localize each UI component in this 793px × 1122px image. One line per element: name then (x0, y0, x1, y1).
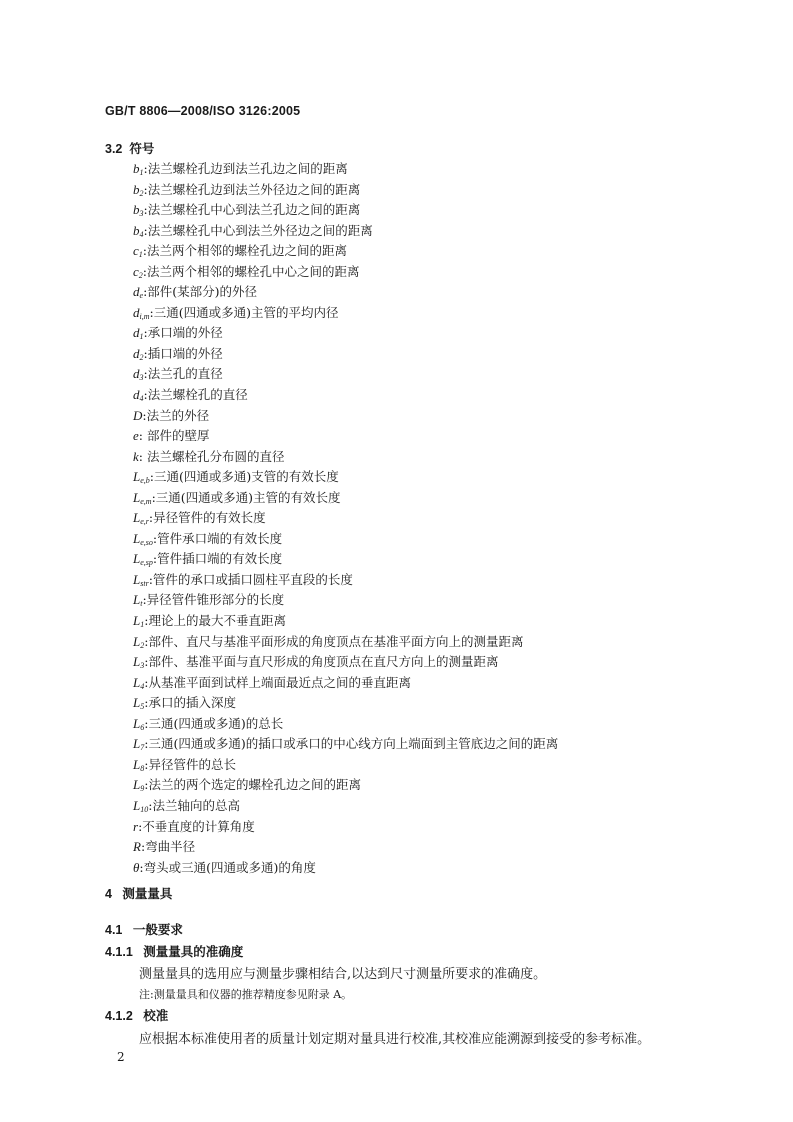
symbol (133, 798, 148, 813)
symbol-description: :承口端的外径 (143, 325, 223, 341)
symbol-description: :法兰孔的直径 (143, 366, 223, 382)
symbol-definition (133, 221, 558, 242)
symbol (133, 469, 150, 484)
symbol-letter: L (133, 469, 141, 485)
symbol-description: :弯曲半径 (140, 839, 196, 855)
symbol (133, 654, 144, 669)
symbol-letter: L (133, 551, 141, 567)
symbol (133, 284, 143, 299)
symbol-subscript: e,so (140, 537, 153, 547)
symbol (133, 325, 144, 340)
symbol-description: :法兰两个相邻的螺栓孔边之间的距离 (142, 243, 347, 259)
symbol-description: : 部件的壁厚 (138, 428, 210, 444)
symbol-definition (133, 282, 558, 303)
symbol-definition (133, 344, 558, 365)
symbol-subscript: i,m (139, 311, 150, 321)
symbol (133, 510, 149, 525)
symbol-subscript: 3 (139, 209, 144, 219)
symbol-description: :理论上的最大不垂直距离 (144, 613, 286, 629)
symbol-letter: R (133, 839, 141, 855)
symbol-description: :管件插口端的有效长度 (152, 551, 283, 567)
section-4-1-2-heading (105, 1006, 168, 1024)
symbol-letter: D (133, 407, 143, 423)
symbol-list (133, 159, 558, 878)
symbol-subscript: 10 (140, 804, 149, 814)
symbol-subscript: 3 (139, 373, 144, 383)
symbol (133, 366, 144, 381)
symbol-description: :部件、直尺与基准平面形成的角度顶点在基准平面方向上的测量距离 (144, 633, 524, 649)
symbol (133, 305, 150, 320)
symbol-definition (133, 775, 558, 796)
symbol-definition (133, 549, 558, 570)
symbol-definition (133, 590, 558, 611)
symbol-definition (133, 837, 558, 858)
section-4-1-1-heading (105, 942, 243, 960)
symbol (133, 839, 141, 854)
symbol (133, 490, 152, 505)
symbol-subscript: e (139, 291, 144, 301)
symbol-description: :三通(四通或多通)支管的有效长度 (149, 469, 339, 485)
symbol-definition (133, 755, 558, 776)
symbol (133, 531, 153, 546)
symbol (133, 695, 144, 710)
symbol (133, 202, 144, 217)
symbol-letter: d (133, 345, 140, 361)
symbol-definition (133, 241, 558, 262)
symbol-definition (133, 159, 558, 180)
symbol (133, 346, 144, 361)
section-4-1-1-body: 测量量具的选用应与测量步骤相结合,以达到尺寸测量所要求的准确度。 (139, 967, 547, 982)
symbol-letter: d (133, 325, 140, 341)
symbol-subscript: 1 (140, 620, 145, 630)
symbol-letter: L (133, 592, 141, 608)
section-number: 4.1.2 (105, 1009, 133, 1023)
symbol (133, 777, 144, 792)
symbol-definition (133, 385, 558, 406)
symbol-letter: k (133, 448, 139, 464)
symbol (133, 736, 144, 751)
section-title: 测量量具的准确度 (143, 945, 244, 959)
symbol-letter: L (133, 797, 141, 813)
symbol-description: :三通(四通或多通)主管的有效长度 (151, 489, 341, 505)
symbol-description: :法兰螺栓孔的直径 (143, 387, 248, 403)
symbol-letter: e (133, 428, 139, 444)
symbol-definition (133, 406, 558, 427)
symbol-subscript: 2 (139, 352, 144, 362)
symbol-letter: b (133, 161, 140, 176)
symbol-letter: b (133, 222, 140, 238)
symbol-letter: L (133, 777, 141, 793)
symbol-letter: L (133, 489, 141, 505)
symbol-definition (133, 200, 558, 221)
symbol-definition (133, 652, 558, 673)
symbol-description: :管件承口端的有效长度 (152, 530, 283, 546)
symbol-subscript: 9 (140, 784, 145, 794)
symbol-letter: c (133, 263, 139, 279)
symbol-description: :异径管件的有效长度 (148, 510, 266, 526)
symbol-subscript: e,m (140, 496, 152, 506)
symbol-definition (133, 632, 558, 653)
section-4-1-2-body: 应根据本标准使用者的质量计划定期对量具进行校准,其校准应能溯源到接受的参考标准。 (139, 1032, 651, 1047)
symbol-subscript: 8 (140, 763, 145, 773)
symbol-letter: d (133, 366, 140, 382)
symbol-description: :管件的承口或插口圆柱平直段的长度 (148, 571, 353, 587)
symbol-letter: L (133, 530, 141, 546)
symbol-letter: L (133, 654, 141, 670)
symbol-definition (133, 303, 558, 324)
symbol-description: :法兰螺栓孔边到法兰外径边之间的距离 (143, 181, 361, 197)
symbol-definition (133, 508, 558, 529)
standard-header: GB/T 8806—2008/ISO 3126:2005 (105, 104, 301, 118)
symbol-subscript: e,sp (140, 558, 153, 568)
symbol (133, 572, 149, 587)
symbol-letter: θ (133, 859, 140, 875)
symbol-letter: L (133, 510, 141, 526)
symbol-subscript: e,b (140, 476, 150, 486)
section-4-1-heading (105, 920, 183, 938)
symbol-definition (133, 488, 558, 509)
symbol-description: : 法兰螺栓孔分布圆的直径 (138, 448, 285, 464)
symbol-letter: L (133, 736, 141, 752)
symbol-description: :法兰螺栓孔边到法兰孔边之间的距离 (143, 161, 348, 176)
section-number: 4 (105, 887, 112, 901)
symbol-letter: L (133, 633, 141, 649)
section-title: 校准 (143, 1009, 169, 1023)
symbol-definition (133, 180, 558, 201)
symbol (133, 613, 144, 628)
page-number: 2 (117, 1050, 125, 1064)
symbol (133, 634, 144, 649)
section-number: 4.1.1 (105, 945, 133, 959)
symbol-definition (133, 467, 558, 488)
symbol-description: :三通(四通或多通)的插口或承口的中心线方向上端面到主管底边之间的距离 (144, 736, 559, 752)
symbol-letter: d (133, 387, 140, 403)
symbol (133, 551, 153, 566)
symbol-description: :插口端的外径 (143, 345, 223, 361)
section-title: 一般要求 (132, 923, 183, 937)
symbol-subscript: 6 (140, 722, 145, 732)
symbol-definition (133, 447, 558, 468)
symbol (133, 716, 144, 731)
symbol (133, 243, 143, 258)
symbol-description: :法兰的两个选定的螺栓孔边之间的距离 (144, 777, 361, 793)
symbol-subscript: 1 (139, 332, 144, 342)
symbol-subscript: 7 (140, 743, 145, 753)
symbol-letter: L (133, 571, 141, 587)
symbol-definition (133, 426, 558, 447)
symbol-subscript: 4 (140, 681, 145, 691)
symbol-definition (133, 529, 558, 550)
symbol-description: :法兰两个相邻的螺栓孔中心之间的距离 (142, 263, 360, 279)
symbol-description: :法兰轴向的总高 (148, 797, 240, 813)
symbol-description: :从基准平面到试样上端面最近点之间的垂直距离 (144, 674, 411, 690)
symbol-letter: r (133, 818, 139, 834)
symbol-description: :承口的插入深度 (144, 695, 236, 711)
symbol-subscript: 4 (139, 394, 144, 404)
symbol-description: :部件(某部分)的外径 (143, 284, 258, 300)
symbol-description: :法兰螺栓孔中心到法兰外径边之间的距离 (143, 222, 373, 238)
symbol-letter: d (133, 304, 140, 320)
symbol-description: :三通(四通或多通)的总长 (144, 715, 284, 731)
section-number: 3.2 (105, 142, 123, 156)
section-number: 4.1 (105, 923, 123, 937)
symbol-description: :弯头或三通(四通或多通)的角度 (139, 859, 316, 875)
symbol-definition (133, 262, 558, 283)
symbol-letter: L (133, 715, 141, 731)
symbol-definition (133, 734, 558, 755)
symbol-letter: b (133, 181, 140, 197)
symbol-subscript: e,r (140, 517, 149, 527)
symbol (133, 757, 144, 772)
symbol (133, 675, 144, 690)
symbol-letter: L (133, 756, 141, 772)
symbol (133, 408, 142, 423)
symbol (133, 223, 144, 238)
symbol-definition (133, 611, 558, 632)
symbol-subscript: 1 (138, 250, 143, 260)
symbol-subscript: t (140, 599, 143, 609)
symbol-description: :异径管件的总长 (144, 756, 236, 772)
symbol-subscript: 5 (140, 702, 145, 712)
symbol-description: :不垂直度的计算角度 (138, 818, 255, 834)
symbol-definition (133, 570, 558, 591)
symbol-definition (133, 858, 558, 879)
symbol (133, 264, 143, 279)
symbol-letter: L (133, 695, 141, 711)
symbol-definition (133, 693, 558, 714)
symbol-letter: L (133, 674, 141, 690)
symbol-subscript: str (140, 578, 149, 588)
symbol-description: :三通(四通或多通)主管的平均内径 (149, 304, 339, 320)
symbol-subscript: 1 (139, 168, 144, 177)
symbol (133, 182, 144, 197)
symbol-letter: b (133, 202, 140, 218)
symbol-description: :异径管件锥形部分的长度 (142, 592, 285, 608)
section-4-1-1-note: 注:测量量具和仪器的推荐精度参见附录 A。 (139, 988, 353, 1001)
section-3-2-heading (105, 139, 154, 157)
symbol-letter: c (133, 243, 139, 259)
symbol-definition (133, 323, 558, 344)
symbol-definition (133, 817, 558, 838)
symbol-definition (133, 796, 558, 817)
symbol-letter: d (133, 284, 140, 300)
section-title: 测量量具 (122, 887, 173, 901)
symbol (133, 161, 144, 176)
section-4-heading (105, 884, 172, 902)
symbol-definition (133, 714, 558, 735)
symbol-letter: L (133, 613, 141, 629)
section-title: 符号 (129, 142, 155, 156)
symbol-subscript: 2 (140, 640, 145, 650)
symbol-subscript: 2 (139, 188, 144, 198)
symbol-description: :部件、基准平面与直尺形成的角度顶点在直尺方向上的测量距离 (144, 654, 499, 670)
symbol-description: :法兰螺栓孔中心到法兰孔边之间的距离 (143, 202, 361, 218)
symbol-definition (133, 364, 558, 385)
symbol-subscript: 4 (139, 229, 144, 239)
symbol-subscript: 2 (138, 270, 143, 280)
symbol-subscript: 3 (140, 661, 145, 671)
symbol-description: :法兰的外径 (142, 407, 210, 423)
symbol (133, 387, 144, 402)
symbol-definition (133, 673, 558, 694)
